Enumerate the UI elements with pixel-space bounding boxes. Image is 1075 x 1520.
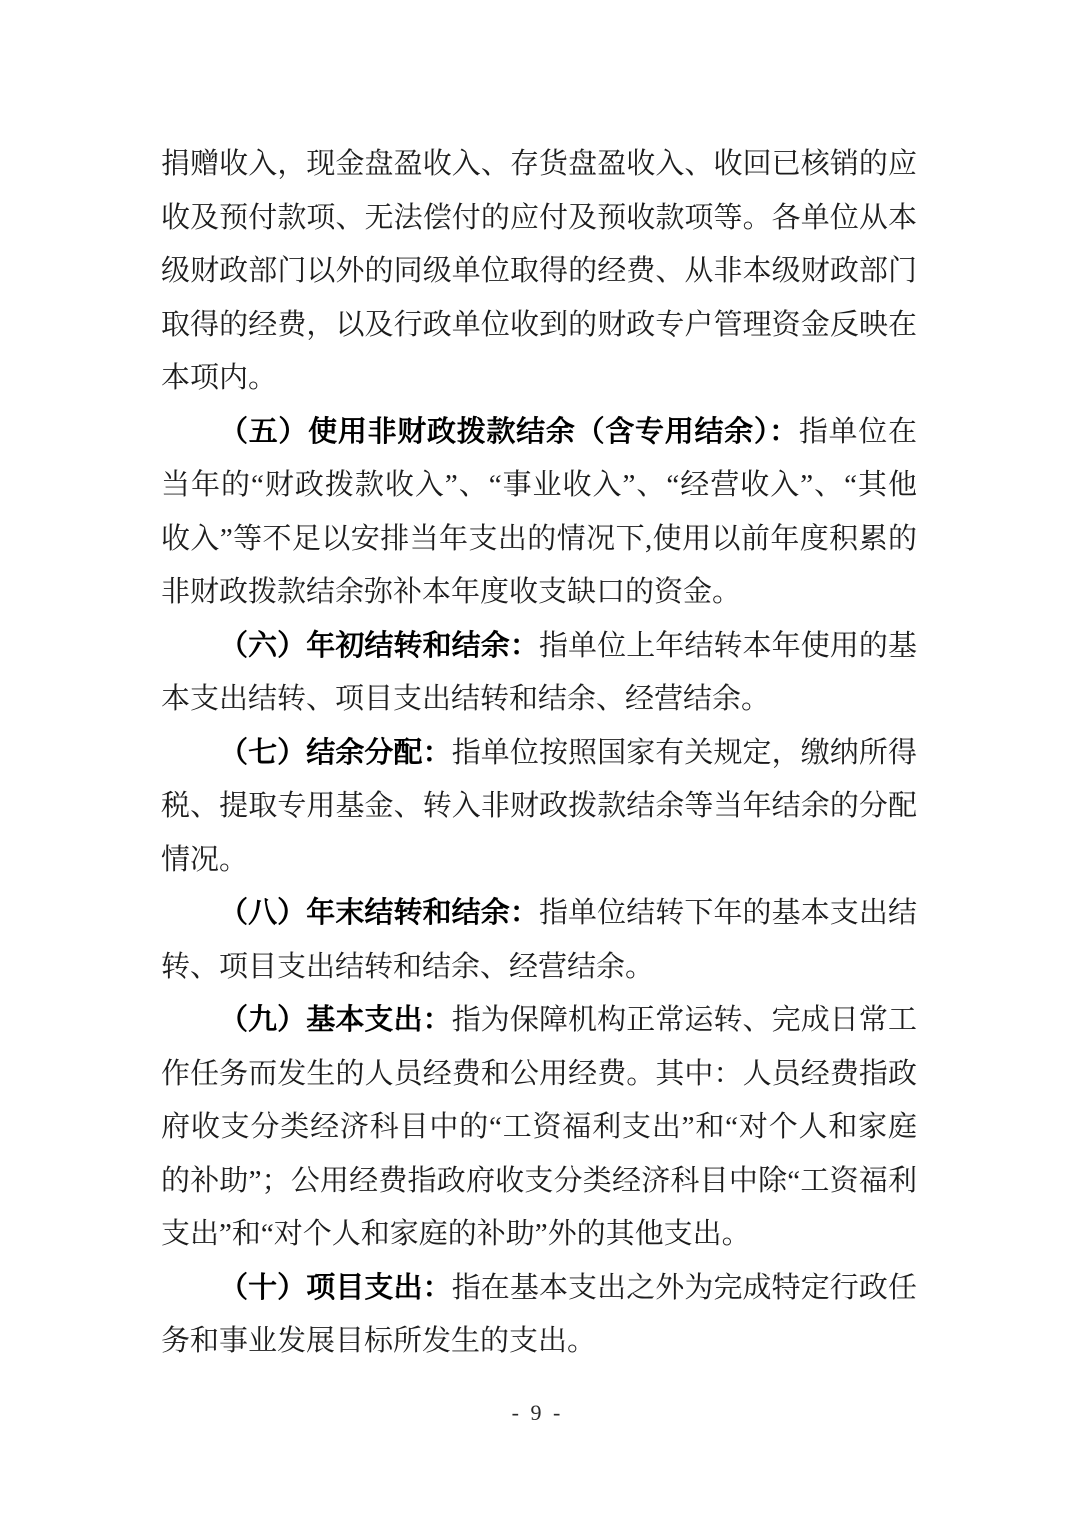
- section-heading: （十）项目支出：: [219, 1271, 452, 1304]
- paragraph: [161, 994, 917, 1262]
- paragraph-text: 指单位按照国家有关规定，缴纳所得税、提取专用基金、转入非财政拨款结余等当年结余的分配情况。: [161, 736, 917, 876]
- paragraph: [161, 1262, 917, 1369]
- paragraph-text: 指单位在当年的“财政拨款收入”、“事业收入”、“经营收入”、“其他收入”等不足以安排当年支出的情况下,使用以前年度积累的非财政拨款结余弥补本年度收支缺口的资金。: [161, 415, 917, 608]
- page-number: - 9 -: [511, 1400, 564, 1425]
- section-heading: （八）年末结转和结余：: [219, 897, 539, 929]
- paragraph-text: 指在基本支出之外为完成特定行政任务和事业发展目标所发生的支出。: [161, 1271, 917, 1357]
- document-body: [161, 138, 917, 1369]
- paragraph: [161, 406, 917, 620]
- section-heading: （六）年初结转和结余：: [219, 629, 539, 662]
- paragraph: [161, 620, 917, 727]
- paragraph: [161, 138, 917, 406]
- paragraph-text: 指为保障机构正常运转、完成日常工作任务而发生的人员经费和公用经费。其中：人员经费指政府收支分类经济科目中的“工资福利支出”和“对个人和家庭的补助”；公用经费指政府收支分类经济科目中除“工资福利支出”和“对个人和家庭的补助”外的其他支出。: [161, 1004, 917, 1250]
- section-heading: （九）基本支出：: [219, 1004, 452, 1036]
- paragraph-text: 指单位结转下年的基本支出结转、项目支出结转和结余、经营结余。: [161, 897, 917, 983]
- paragraph-text: 指单位上年结转本年使用的基本支出结转、项目支出结转和结余、经营结余。: [161, 629, 917, 715]
- paragraph: [161, 887, 917, 994]
- section-heading: （七）结余分配：: [219, 736, 452, 769]
- paragraph-text: 捐赠收入，现金盘盈收入、存货盘盈收入、收回已核销的应收及预付款项、无法偿付的应付及预收款项等。各单位从本级财政部门以外的同级单位取得的经费、从非本级财政部门取得的经费，以及行政单位收到的财政专户管理资金反映在本项内。: [161, 148, 917, 394]
- paragraph: [161, 727, 917, 888]
- section-heading: （五）使用非财政拨款结余（含专用结余）：: [219, 415, 799, 448]
